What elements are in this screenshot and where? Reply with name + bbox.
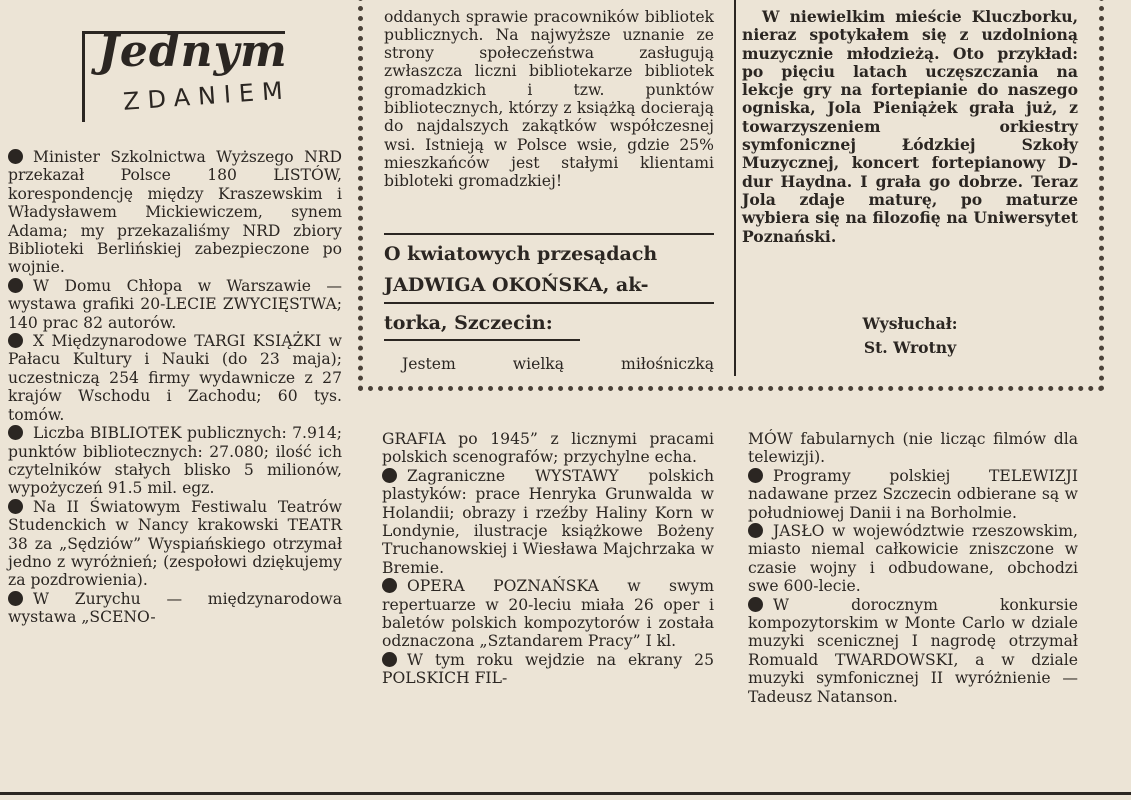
bullet-dot-icon — [748, 468, 763, 483]
heading-rule-middle — [384, 302, 714, 304]
news-item: Liczba BIBLIOTEK publicznych: 7.914; punktów bibliotecznych: 27.080; ilość ich czytelników stałych blisko 5 milionów, wypożyczeń 91.5 mil. egz. — [8, 424, 342, 498]
boxed-heading-2: JADWIGA OKOŃSKA, ak- — [384, 274, 649, 296]
page-bottom-rule — [0, 792, 1131, 795]
signature-label: Wysłuchał: — [862, 314, 958, 333]
boxed-closing-text: Jestem wielką miłośniczką — [402, 355, 714, 373]
boxed-heading-3: torka, Szczecin: — [384, 312, 553, 334]
bullet-dot-icon — [8, 333, 23, 348]
header-script-word: Jednym — [98, 26, 288, 77]
bullet-dot-icon — [382, 468, 397, 483]
heading-rule-bottom — [384, 339, 580, 341]
news-item: GRAFIA po 1945” z licznymi pracami polskich scenografów; przychylne echa. — [382, 430, 714, 467]
header-caps-word: ZDANIEM — [122, 76, 292, 116]
boxed-left-column — [384, 0, 714, 206]
boxed-left-text: oddanych sprawie pracowników bibliotek publicznych. Na najwyższe uznanie ze strony społeczeństwa zasługują zwłaszcza liczni bibliotekarze bibliotek gromadzkich i tzw. punktów bibliotecznych, którzy z książką docierają do najdalszych zakątków współczesnej wsi. Istnieją w Polsce wsie, gdzie 25% mieszkańców jest stałymi klientami bibloteki gromadzkiej! — [384, 7, 714, 191]
bullet-dot-icon — [382, 652, 397, 667]
news-item: W Zurychu — międzynarodowa wystawa „SCENO- — [8, 589, 342, 627]
bullet-dot-icon — [8, 499, 23, 514]
boxed-right-text: W niewielkim mieście Kluczborku, nieraz spotykałem się z uzdolnioną muzycznie młodzieżą. Oto przykład: po pięciu latach uczęszczania na lekcje gry na fortepianie do naszego ogniska, Jola Pieniążek grała już, z towarzyszeniem orkiestry symfonicznej Łódzkiej Szkoły Muzycznej, koncert fortepianowy D-dur Haydna. I grała go dobrze. Teraz Jola zdaje maturę, po maturze wybiera się na filozofię na Uniwersytet Poznański. — [742, 7, 1078, 246]
news-item: Na II Światowym Festiwalu Teatrów Studenckich w Nancy krakowski TEATR 38 za „Sędziów” Wyspiańskiego otrzymał jedno z wyróżnień; (zespołowi dziękujemy za pozdrowienia). — [8, 497, 342, 590]
news-item: Zagraniczne WYSTAWY polskich plastyków: prace Henryka Grunwalda w Holandii; obrazy i rzeźby Haliny Korn w Londynie, ilustracje książkowe Bożeny Truchanowskiej i Wiesława Majchrzaka w Bremie. — [382, 466, 714, 577]
news-item: JASŁO w województwie rzeszowskim, miasto niemal całkowicie zniszczone w czasie wojny i odbudowane, obchodzi swe 600-lecie. — [748, 522, 1078, 596]
bullet-dot-icon — [382, 578, 397, 593]
news-item: MÓW fabularnych (nie licząc filmów dla telewizji). — [748, 430, 1078, 467]
section-header-logo — [8, 0, 348, 124]
bullet-dot-icon — [8, 278, 23, 293]
bullet-dot-icon — [748, 523, 763, 538]
boxed-heading-1: O kwiatowych przesądach — [384, 243, 658, 265]
bullet-dot-icon — [8, 591, 23, 606]
news-item: OPERA POZNAŃSKA w swym repertuarze w 20-leciu miała 26 oper i baletów polskich kompozytorów i została odznaczona „Sztandarem Pracy” I kl. — [382, 577, 714, 651]
bullet-dot-icon — [748, 597, 763, 612]
heading-rule-top — [384, 233, 714, 235]
news-item: X Międzynarodowe TARGI KSIĄŻKI w Pałacu Kultury i Nauki (do 23 maja); uczestniczą 254 firmy wydawnicze z 27 krajów Wschodu i Zachodu; 60 tys. tomów. — [8, 332, 342, 424]
news-item: W tym roku wejdzie na ekrany 25 POLSKICH FIL- — [382, 650, 714, 688]
news-item: W Domu Chłopa w Warszawie — wystawa grafiki 20-LECIE ZWYCIĘSTWA; 140 prac 82 autorów. — [8, 276, 342, 332]
bullet-dot-icon — [8, 425, 23, 440]
bullet-dot-icon — [8, 149, 23, 164]
boxed-article-divider — [734, 0, 736, 376]
right-column — [748, 430, 1078, 706]
left-column — [8, 148, 342, 627]
news-item: Programy polskiej TELEWIZJI nadawane przez Szczecin odbierane są w południowej Danii i na Borholmie. — [748, 466, 1078, 522]
news-item: Minister Szkolnictwa Wyższego NRD przekazał Polsce 180 LISTÓW, korespondencję między Kraszewskim i Władysławem Mickiewiczem, synem Adama; my przekazaliśmy NRD zbiory Biblioteki Berlińskiej zabezpieczone po wojnie. — [8, 148, 342, 277]
middle-column — [382, 430, 714, 688]
news-item: W dorocznym konkursie kompozytorskim w Monte Carlo w dziale muzyki scenicznej I nagrodę otrzymał Romuald TWARDOWSKI, a w dziale muzyki symfonicznej II wyróżnienie — Tadeusz Natanson. — [748, 595, 1078, 706]
signature-name: St. Wrotny — [863, 338, 957, 357]
